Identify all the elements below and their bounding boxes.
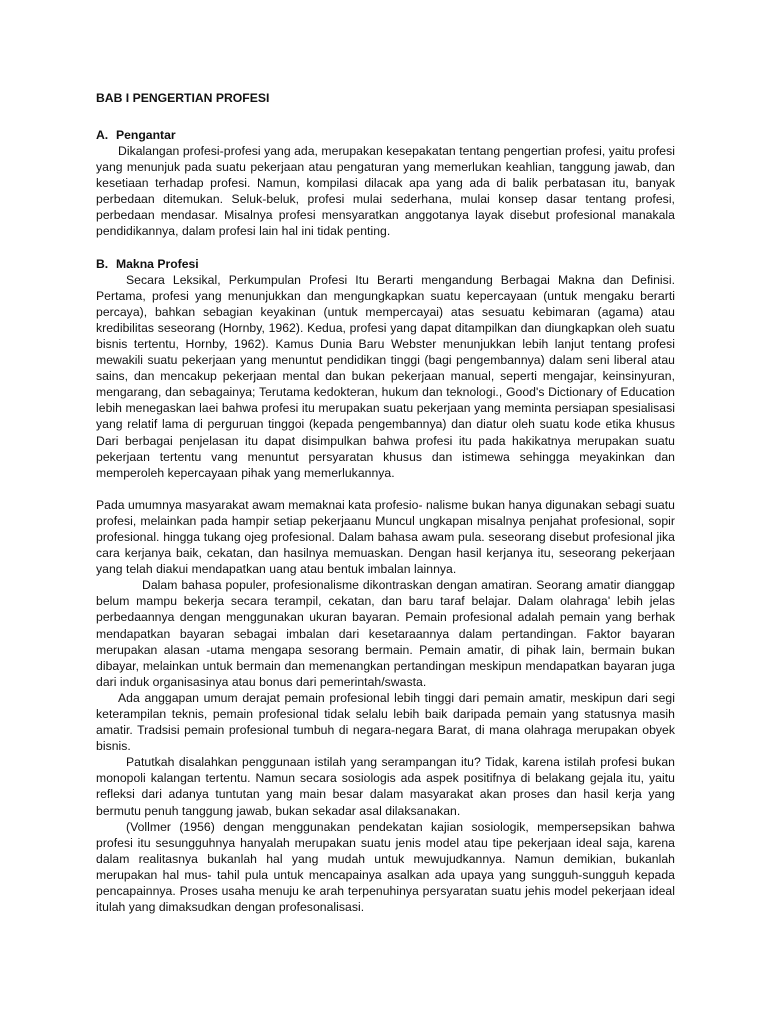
spacer xyxy=(96,481,675,497)
section-heading xyxy=(96,127,675,143)
paragraph: Secara Leksikal, Perkumpulan Profesi Itu Berarti mengandung Berbagai Makna dan Definisi. Pertama, profesi yang menunjukkan dan mengungkapkan suatu kepercayaan (untuk mengaku berarti percaya), bahkan sebagian keyakinan (untuk mempercayai) atas sesuatu kebimaran (agama) atau kredibilitas seseorang (Hornby, 1962). Kedua, profesi yang dapat ditampilkan dan diungkapkan oleh suatu bisnis tertentu, Hornby, 1962). Kamus Dunia Baru Webster menunjukkan lebih lanjut tentang profesi mewakili suatu pekerjaan yang menuntut pendidikan tinggi (bagi pengembannya) dalam seni liberal atau sains, dan mencakup pekerjaan mental dan bukan pekerjaan manual, seperti mengajar, keinsinyuran, mengarang, dan sebagainya; Terutama kedokteran, hukum dan teknologi., Good's Dictionary of Education lebih menegaskan laei bahwa profesi itu merupakan suatu pekerjaan yang meminta persiapan spesialisasi yang relatif lama di perguruan tinggoi (kepada pengembannya) dan diatur oleh suatu kode etika khusus Dari berbagai penjelasan itu dapat disimpulkan bahwa profesi itu pada hakikatnya merupakan suatu pekerjaan tertentu vang menuntut persyaratan khusus dan istimewa sehingga meyakinkan dan memperoleh kepercayaan pihak yang memerlukannya. xyxy=(96,272,675,480)
paragraph: Pada umumnya masyarakat awam memaknai kata profesio- nalisme bukan hanya digunakan sebagi suatu profesi, melainkan pada hampir setiap pekerjaanu Muncul ungkapan misalnya penjahat profesional, sopir profesional. hingga tukang ojeg profesional. Dalam bahasa awam pula. seseorang disebut profesional jika cara kerjanya baik, cekatan, dan hasilnya memuaskan. Dengan hasil kerjanya itu, seseorang pekerjaan yang telah diakui mendapatkan uang atau bentuk imbalan lainnya. xyxy=(96,497,675,577)
section-makna-profesi xyxy=(96,256,675,916)
paragraph: Dikalangan profesi-profesi yang ada, merupakan kesepakatan tentang pengertian profesi, yaitu profesi yang menunjuk pada suatu pekerjaan atau pengaturan yang memerlukan keahlian, tanggung jawab, dan kesetiaan terhadap profesi. Namun, kompilasi dilacak apa yang ada di balik perbatasan itu, banyak perbedaan ditemukan. Seluk-beluk, profesi mulai sederhana, mulai konsep dasar tentang profesi, perbedaan mendasar. Misalnya profesi mensyaratkan anggotanya layak disebut profesional manakala pendidikannya, dalam profesi lain hal ini tidak penting. xyxy=(96,144,675,239)
paragraph: Dalam bahasa populer, profesionalisme dikontraskan dengan amatiran. Seorang amatir dianggap belum mampu bekerja secara terampil, cekatan, dan baru taraf belajar. Dalam olahraga' lebih jelas perbedaannya dengan menggunakan ukuran bayaran. Pemain profesional adalah pemain yang berhak mendapatkan bayaran sebagai imbalan dari kesetaraannya dalam pertandingan. Faktor bayaran merupakan alasan -utama mengapa sesorang bermain. Pemain amatir, di pihak lain, bermain bukan dibayar, melainkan untuk bermain dan memenangkan pertandingan meskipun mendapatkan bayaran juga dari induk organisasinya atau bonus dari pemerintah/swasta. xyxy=(96,578,675,689)
section-heading-label: Pengantar xyxy=(116,128,176,142)
section-heading xyxy=(96,256,675,272)
spacer xyxy=(96,240,675,256)
document-title: BAB I PENGERTIAN PROFESI xyxy=(96,91,270,105)
paragraph: Patutkah disalahkan penggunaan istilah yang serampangan itu? Tidak, karena istilah profesi bukan monopoli kalangan tertentu. Namun secara sosiologis ada aspek positifnya di belakang gejala itu, yaitu refleksi dari adanya tuntutan yang main besar dalam masyarakat akan proses dan hasil kerja yang bermutu penuh tanggung jawab, bukan sekadar asal dilaksanakan. xyxy=(96,755,675,818)
paragraph: Ada anggapan umum derajat pemain profesional lebih tinggi dari pemain amatir, meskipun dari segi keterampilan teknis, pemain profesional tidak selalu lebih baik daripada pemain yang statusnya masih amatir. Tradsisi pemain profesional tumbuh di negara-negara Barat, di mana olahraga merupakan obyek bisnis. xyxy=(96,690,675,754)
paragraph: (Vollmer (1956) dengan menggunakan pendekatan kajian sosiologik, mempersepsikan bahwa profesi itu sesungguhnya hanyalah merupakan suatu jenis model atau tipe pekerjaan ideal saja, karena dalam realitasnya bukanlah hal yang mudah untuk mewujudkannya. Namun demikian, bukanlah merupakan hal mus- tahil pula untuk mencapainya asalkan ada upaya yang sungguh-sungguh kepada pencapainnya. Proses usaha menuju ke arah terpenuhinya persyaratan suatu jehis model pekerjaan ideal itulah yang dimaksudkan dengan profesonalisasi. xyxy=(96,819,675,915)
section-heading-label: Makna Profesi xyxy=(116,256,199,271)
section-pengantar xyxy=(96,127,675,240)
section-letter: A. xyxy=(96,128,109,142)
section-letter: B. xyxy=(96,256,109,271)
